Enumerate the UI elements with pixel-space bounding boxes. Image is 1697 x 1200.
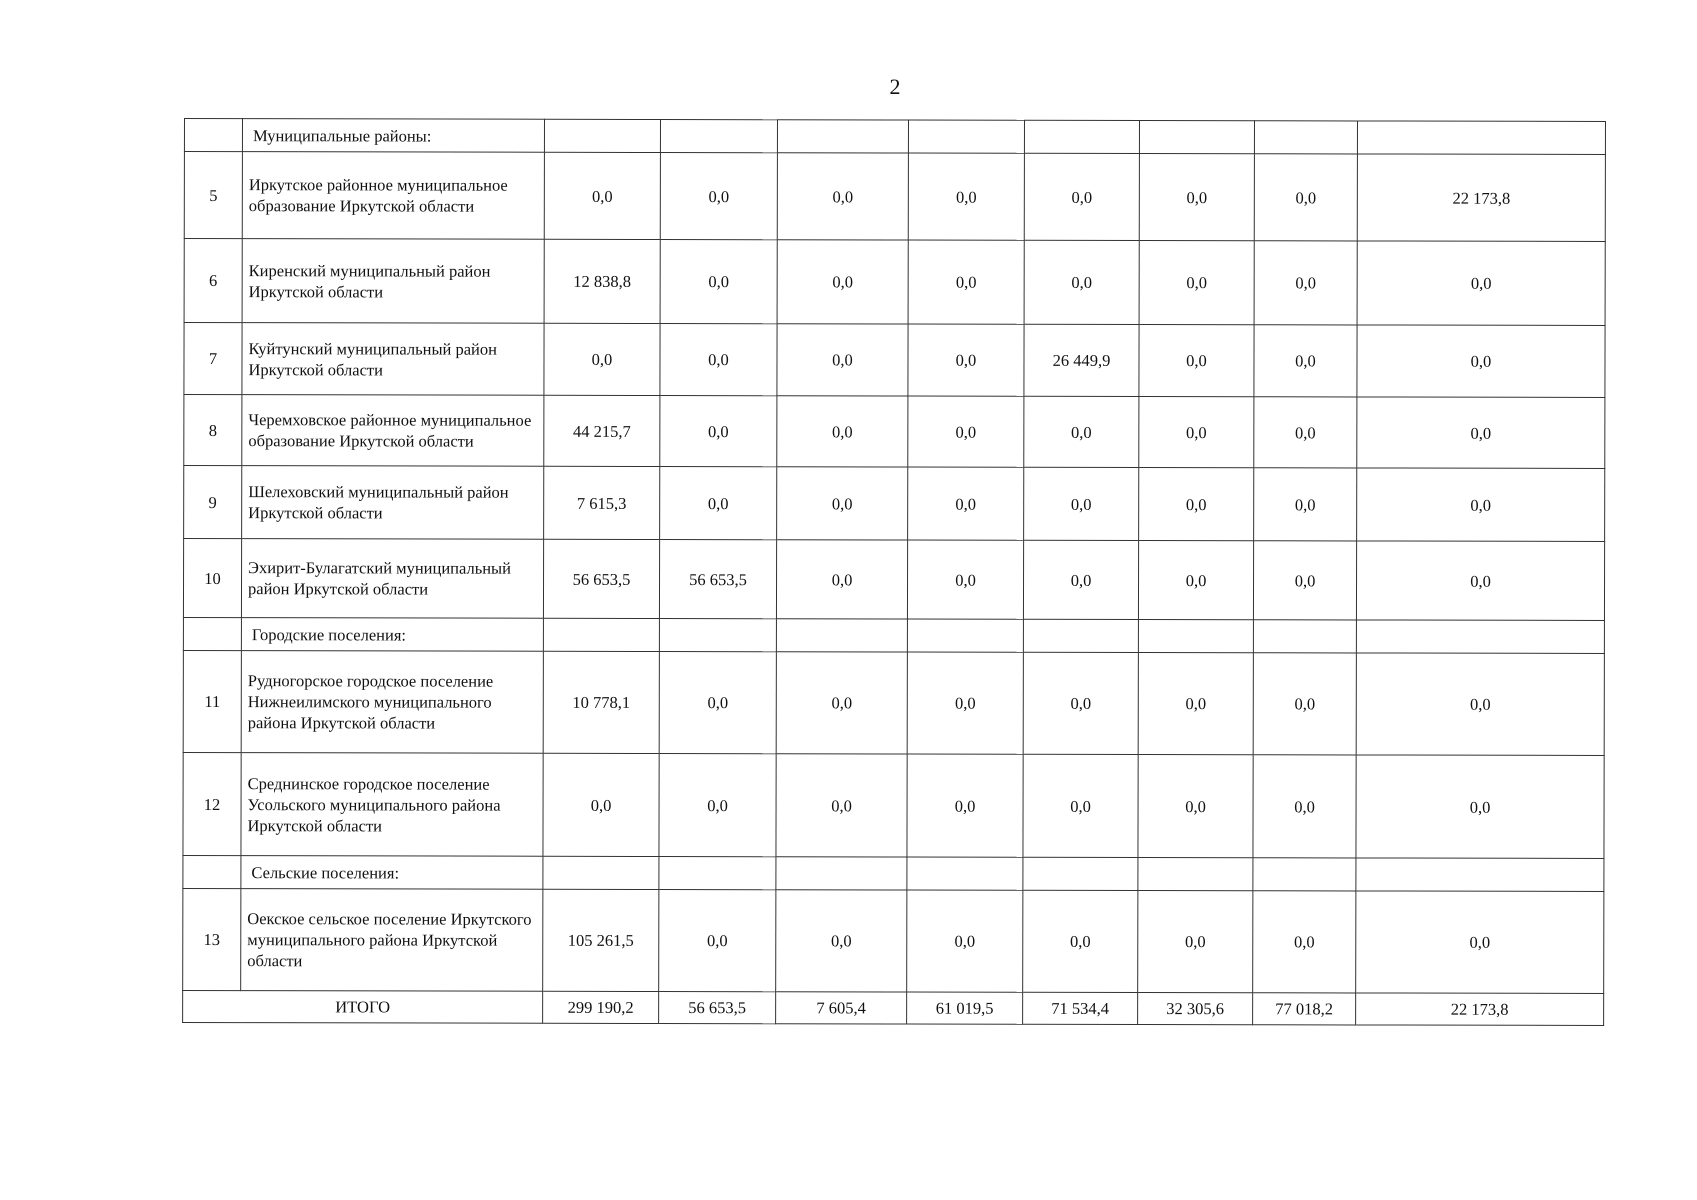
row-name: Рудногорское городское поселение Нижнеилимского муниципального района Иркутской области [241,651,543,754]
cell-value: 0,0 [1253,541,1356,620]
total-row [183,990,1604,1025]
table-row [184,466,1605,542]
cell-value: 0,0 [908,240,1024,324]
table-row [183,650,1604,755]
cell-value: 0,0 [1356,541,1604,621]
cell-value: 0,0 [1357,397,1605,469]
total-value: 22 173,8 [1356,993,1604,1026]
section-label: Городские поселения: [241,618,543,652]
section-label: Сельские поселения: [241,856,543,890]
cell-value: 0,0 [777,324,908,396]
cell-value: 0,0 [1024,240,1139,324]
cell-value: 0,0 [908,396,1024,467]
cell-value: 0,0 [1024,467,1139,540]
cell-value: 56 653,5 [659,539,776,618]
cell-value: 0,0 [1356,755,1604,859]
cell-value: 0,0 [907,754,1023,857]
total-value: 61 019,5 [907,992,1023,1024]
cell-value: 0,0 [908,153,1024,240]
row-number: 7 [184,323,242,395]
budget-table [182,118,1606,1026]
section-row-rural-settlements [183,855,1604,891]
cell-value: 0,0 [1138,754,1253,857]
row-name: Оекское сельское поселение Иркутского муниципального района Иркутской области [241,889,543,992]
row-number: 8 [184,395,242,466]
row-number: 6 [184,239,242,323]
table-row [183,539,1604,621]
cell-value: 0,0 [659,651,776,753]
total-value: 7 605,4 [776,992,907,1024]
table-row [184,239,1605,326]
row-number: 13 [183,888,241,990]
cell-value: 0,0 [1138,653,1253,755]
row-name: Киренский муниципальный район Иркутской области [242,239,544,324]
cell-value: 0,0 [1254,468,1357,541]
table-row [184,323,1605,398]
cell-value: 0,0 [659,753,776,856]
cell-value: 0,0 [1356,653,1604,756]
cell-value: 0,0 [776,754,907,857]
cell-value: 0,0 [1023,652,1138,754]
cell-value: 0,0 [907,540,1023,619]
section-row-urban-settlements [183,617,1604,653]
row-name: Куйтунский муниципальный район Иркутской области [242,323,544,396]
cell-value: 0,0 [1356,891,1604,994]
cell-value: 0,0 [1253,755,1356,858]
cell-value: 0,0 [1024,396,1139,467]
cell-value: 0,0 [544,152,660,239]
cell-value: 0,0 [1253,653,1356,755]
cell-value: 105 261,5 [543,889,659,991]
row-number: 10 [183,539,241,618]
cell-value: 0,0 [777,153,908,240]
cell-value: 0,0 [1139,154,1254,241]
row-number: 9 [184,466,242,539]
cell-value: 0,0 [660,466,777,539]
total-value: 56 653,5 [659,991,776,1023]
cell-value: 0,0 [1254,241,1357,325]
cell-value: 0,0 [776,890,907,992]
cell-value: 0,0 [1139,468,1254,541]
cell-value: 0,0 [907,652,1023,754]
cell-value: 0,0 [777,396,908,467]
table-row [183,752,1604,858]
cell-value: 0,0 [660,395,777,466]
cell-value: 0,0 [1139,241,1254,325]
cell-value: 0,0 [1139,397,1254,468]
cell-value: 0,0 [776,652,907,754]
total-value: 71 534,4 [1023,992,1138,1024]
cell-value: 0,0 [1357,325,1605,398]
cell-value: 0,0 [1023,890,1138,992]
cell-value: 0,0 [907,890,1023,992]
cell-value: 0,0 [777,240,908,324]
cell-value: 7 615,3 [544,466,660,539]
cell-value: 0,0 [1357,241,1605,326]
cell-value: 0,0 [1254,325,1357,397]
row-number: 12 [183,752,241,855]
cell-value: 26 449,9 [1024,324,1139,396]
cell-value: 0,0 [1024,153,1139,240]
row-number: 11 [183,650,241,752]
row-name: Иркутское районное муниципальное образование Иркутской области [242,152,544,240]
row-name: Эхирит-Булагатский муниципальный район Иркутской области [241,539,543,619]
total-label: ИТОГО [183,990,543,1023]
row-name: Шелеховский муниципальный район Иркутской области [242,466,544,540]
table-row [184,395,1605,469]
cell-value: 22 173,8 [1357,154,1605,242]
cell-value: 0,0 [1138,890,1253,992]
row-name: Среднинское городское поселение Усольского муниципального района Иркутской области [241,753,543,857]
cell-value: 0,0 [1023,540,1138,619]
section-label: Муниципальные районы: [242,119,544,153]
cell-value: 44 215,7 [544,395,660,466]
total-value: 32 305,6 [1138,992,1253,1024]
cell-value: 0,0 [908,324,1024,396]
page-number: 2 [889,74,901,99]
table-row [183,888,1604,993]
cell-value: 12 838,8 [544,239,660,323]
cell-value: 0,0 [1139,325,1254,397]
cell-value: 0,0 [1254,154,1357,241]
cell-value: 0,0 [543,753,659,856]
cell-value: 0,0 [908,467,1024,540]
row-number: 5 [184,152,242,239]
cell-value: 0,0 [659,889,776,991]
cell-value: 0,0 [544,323,660,395]
cell-value: 56 653,5 [543,539,659,618]
cell-value: 0,0 [776,540,907,619]
table-row [184,152,1605,242]
cell-value: 0,0 [1138,541,1253,620]
cell-value: 0,0 [1357,468,1605,542]
cell-value: 0,0 [1254,397,1357,468]
cell-value: 0,0 [660,239,777,323]
cell-value: 0,0 [660,152,777,239]
cell-value: 0,0 [1253,891,1356,993]
cell-value: 0,0 [660,323,777,395]
total-value: 299 190,2 [543,991,659,1023]
section-row-municipal-districts [184,119,1605,155]
total-value: 77 018,2 [1253,993,1356,1025]
cell-value: 0,0 [1023,754,1138,857]
cell-value: 0,0 [777,467,908,540]
row-name: Черемховское районное муниципальное образование Иркутской области [242,395,544,467]
cell-value: 10 778,1 [543,651,659,753]
